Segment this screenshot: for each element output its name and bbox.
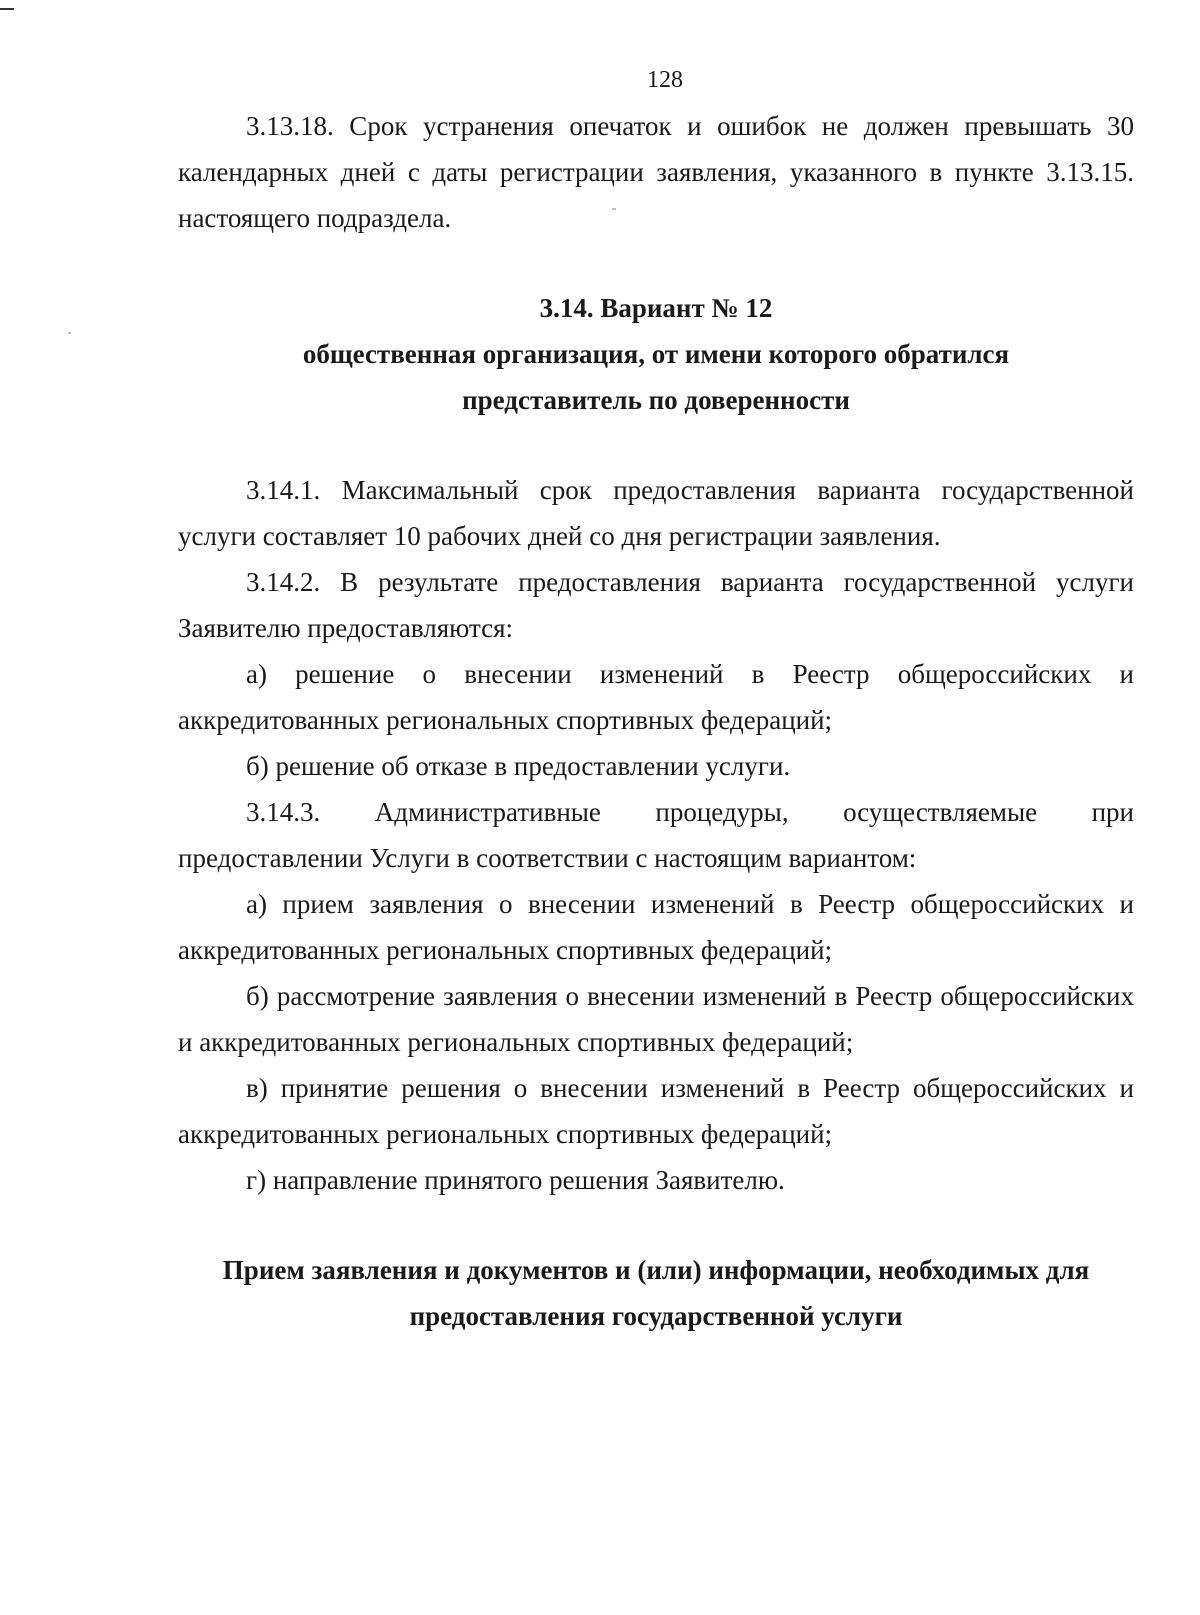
top-text-block: [178, 103, 1134, 241]
list-item-b-2: б) рассмотрение заявления о внесении изменений в Реестр общероссийских и аккредитованных региональных спортивных федераций;: [178, 981, 1134, 1057]
paragraph-3-14-1: 3.14.1. Максимальный срок предоставления варианта государственной услуги составляет 10 рабочих дней со дня регистрации заявления.: [178, 475, 1134, 551]
section-heading: [178, 285, 1134, 423]
scan-artifact: [68, 332, 71, 334]
scan-artifact: [0, 8, 14, 10]
list-item-a-1: а) решение о внесении изменений в Реестр общероссийских и аккредитованных региональных спортивных федераций;: [178, 659, 1134, 735]
subsection-heading-line-1: Прием заявления и документов и (или) информации, необходимых для: [222, 1255, 1090, 1285]
list-item-a-2: а) прием заявления о внесении изменений в Реестр общероссийских и аккредитованных региональных спортивных федераций;: [178, 889, 1134, 965]
section-heading-line-2: общественная организация, от имени которого обратился: [302, 339, 1010, 369]
list-item-b-1: б) решение об отказе в предоставлении услуги.: [246, 751, 791, 781]
section-heading-line-3: представитель по доверенности: [462, 385, 850, 415]
paragraph-3-14-3: 3.14.3. Административные процедуры, осуществляемые при предоставлении Услуги в соответствии с настоящим вариантом:: [178, 797, 1134, 873]
list-item-g-2: г) направление принятого решения Заявителю.: [246, 1165, 785, 1195]
main-text-block: [178, 467, 1134, 1203]
subsection-heading-line-2: предоставления государственной услуги: [409, 1301, 903, 1331]
paragraph-3-13-18: 3.13.18. Срок устранения опечаток и ошибок не должен превышать 30 календарных дней с даты регистрации заявления, указанного в пункте 3.13.15. настоящего подраздела.: [178, 111, 1134, 233]
paragraph-3-14-2: 3.14.2. В результате предоставления варианта государственной услуги Заявителю предоставляются:: [178, 567, 1134, 643]
page-number: 128: [647, 67, 683, 93]
subsection-heading: [178, 1247, 1134, 1339]
list-item-v-2: в) принятие решения о внесении изменений в Реестр общероссийских и аккредитованных региональных спортивных федераций;: [178, 1073, 1134, 1149]
section-heading-line-1: 3.14. Вариант № 12: [539, 293, 773, 323]
